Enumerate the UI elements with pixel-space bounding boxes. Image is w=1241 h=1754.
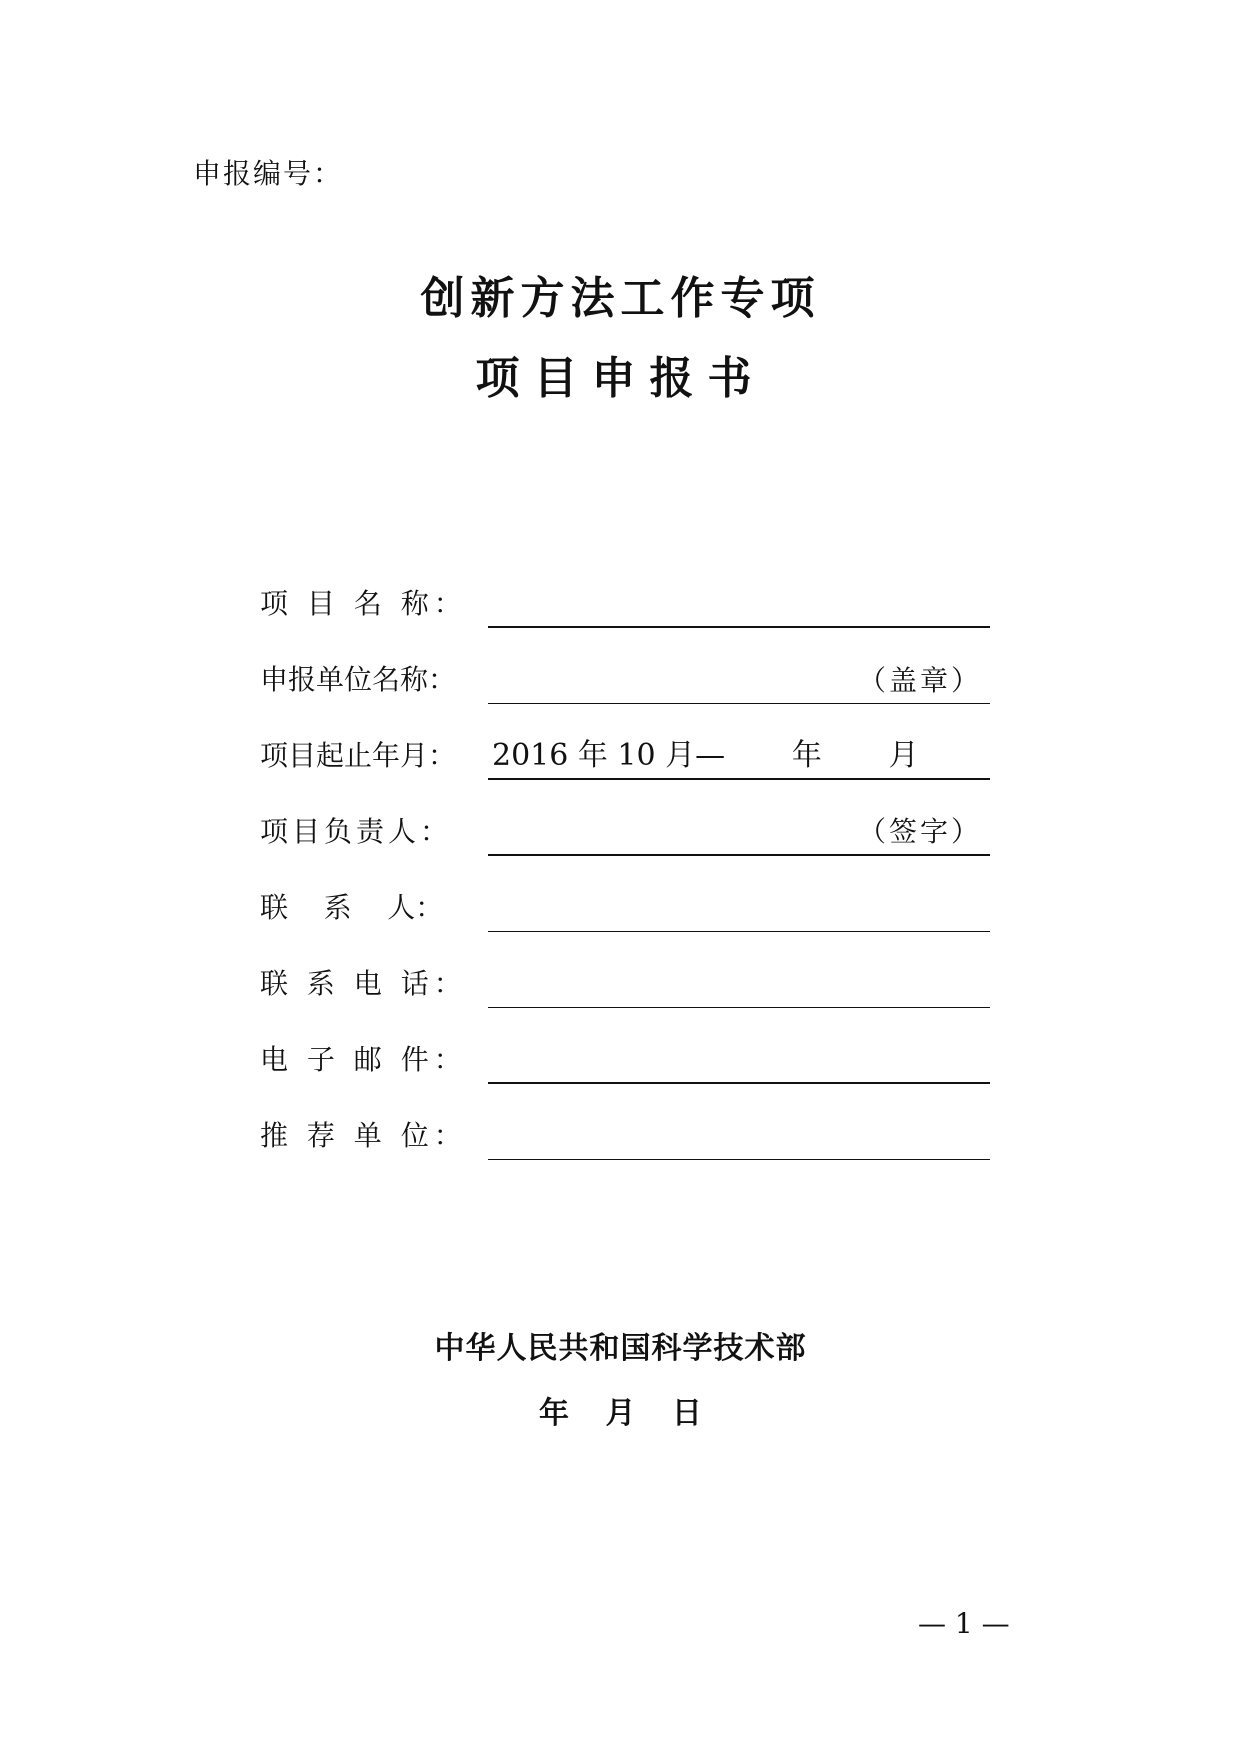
field-label: 项 目 名 称： [260,587,467,620]
application-number-label: 申报编号： [193,157,344,190]
project-name-input[interactable] [488,578,990,628]
issuing-ministry: 中华人民共和国科学技术部 [434,1331,807,1366]
field-label: 电 子 邮 件： [260,1043,467,1076]
field-label: 推 荐 单 位： [260,1119,467,1152]
field-project-leader [260,808,990,858]
field-contact-person [260,884,990,934]
field-label: 联 系 人： [260,891,444,924]
project-leader-input[interactable] [488,806,990,856]
contact-phone-input[interactable] [488,959,990,1008]
seal-note: （盖章） [857,664,982,697]
field-project-period [260,732,990,782]
field-email [260,1036,990,1086]
page-number: — 1 — [918,1607,1010,1640]
date-line: 年 月 日 [539,1396,702,1431]
recommending-unit-input[interactable] [488,1111,990,1160]
field-label: 申报单位名称： [260,663,457,696]
field-project-name [260,580,990,630]
field-value: 2016 年 10 月— 年 月 [492,738,919,773]
document-title: 创新方法工作专项 [420,273,821,324]
field-label: 联 系 电 话： [260,967,467,1000]
field-recommending-unit [260,1112,990,1162]
field-contact-phone [260,960,990,1010]
field-applicant-unit [260,656,990,706]
project-period-input[interactable] [488,730,990,780]
applicant-unit-input[interactable] [488,655,990,704]
email-input[interactable] [488,1034,990,1084]
field-label: 项目负责人： [260,815,453,848]
field-label: 项目起止年月： [260,739,457,772]
signature-note: （签字） [857,815,982,848]
document-subtitle: 项目申报书 [475,353,766,404]
contact-person-input[interactable] [488,883,990,932]
